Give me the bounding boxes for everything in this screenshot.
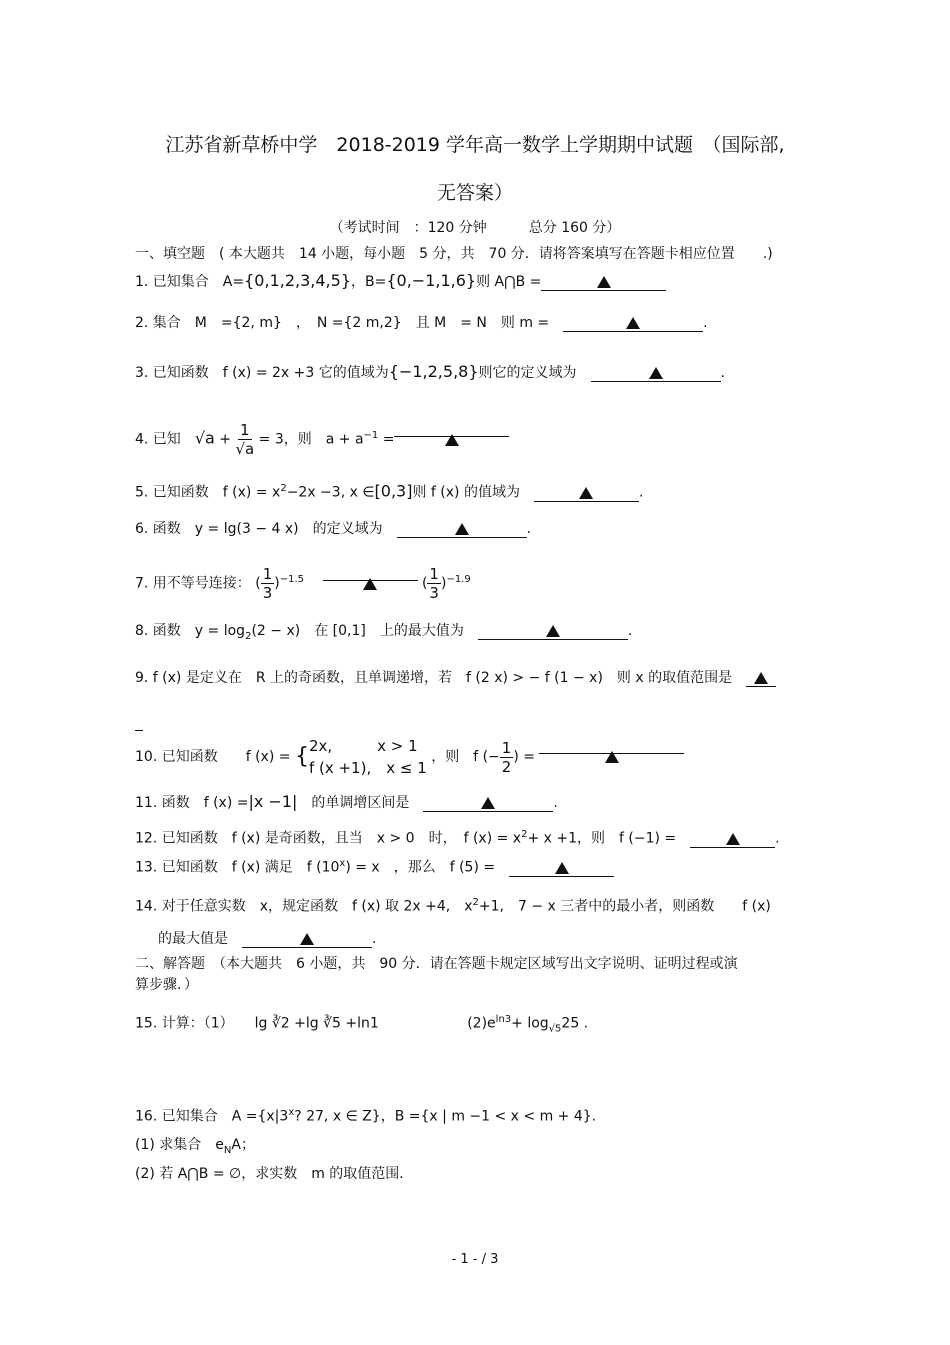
q7-pre: 7. 用不等号连接： <box>135 575 251 592</box>
frac-denominator: 2 <box>501 757 512 776</box>
q11-period: . <box>553 795 558 811</box>
q5-period: . <box>638 484 644 501</box>
q12-exp: 2 <box>521 829 528 840</box>
frac-denominator: 3 <box>262 584 273 603</box>
title-line-2: 无答案） <box>436 182 513 204</box>
brace-icon: { <box>294 744 309 769</box>
triangle-icon <box>546 625 560 637</box>
q5-end: 则 f (x) 的值域为 <box>412 484 520 501</box>
triangle-icon <box>726 833 740 845</box>
triangle-icon <box>597 276 611 288</box>
question-2 <box>135 313 825 333</box>
q12-answer-blank[interactable] <box>690 829 775 848</box>
frac-numerator: 1 <box>262 565 273 584</box>
q9-text: 9. f (x) 是定义在 R 上的奇函数，且单调递增，若 f (2 x) > − f (1 − x) 则 x 的取值范围是 <box>135 670 733 686</box>
q15-pre: 15. 计算：（1） lg ∛2 +lg ∛5 +ln1 <box>135 1015 379 1032</box>
q8-answer-blank[interactable] <box>478 621 628 640</box>
q8-end: (2 − x) 在 [0,1] 上的最大值为 <box>251 623 464 639</box>
q11-abs: |x −1| <box>248 792 298 811</box>
q14-end: +1, 7 − x 三者中的最小者，则函数 f (x) <box>478 898 771 915</box>
question-9 <box>135 668 825 688</box>
q11-pre: 11. 函数 f (x) = <box>135 795 249 811</box>
q10-pre: 10. 已知函数 f (x) = <box>135 749 291 765</box>
q6-period: . <box>526 521 532 537</box>
q7-exp-2: −1.9 <box>446 574 471 585</box>
question-6 <box>135 519 825 539</box>
q13-end: ) = x ，那么 f (5) = <box>345 859 496 876</box>
frac-denominator: 3 <box>429 584 439 603</box>
q9-answer-blank[interactable] <box>746 668 776 687</box>
question-9-blank-continued <box>135 712 825 737</box>
frac-numerator: 1 <box>429 565 439 584</box>
q16-set-a-end: ? 27, x ∈ Z} <box>294 1108 381 1125</box>
exam-info: （考试时间 ：120 分钟 总分 160 分） <box>329 220 621 236</box>
q10-answer-blank[interactable] <box>539 735 684 754</box>
question-11 <box>135 792 825 813</box>
q13-exp: x <box>339 858 346 869</box>
triangle-icon <box>649 367 663 379</box>
q8-text: 8. 函数 y = log <box>135 623 246 639</box>
question-16 <box>135 1103 825 1127</box>
q14-line2: 的最大值是 <box>158 931 228 947</box>
q7-exp-1: −1.5 <box>279 574 305 585</box>
frac-numerator: 1 <box>240 421 250 440</box>
q3-set: {−1,2,5,8} <box>388 362 479 381</box>
question-12 <box>135 825 825 849</box>
q4-sqrt-a: √a <box>194 428 215 448</box>
triangle-icon <box>579 487 593 499</box>
q11-answer-blank[interactable] <box>423 793 553 812</box>
question-15 <box>135 1010 825 1039</box>
q4-exp: −1 <box>363 430 379 441</box>
q8-sub: 2 <box>245 630 252 642</box>
q15-part2: (2)e <box>467 1015 496 1032</box>
question-16-part-1 <box>135 1135 825 1161</box>
q5-interval: [0,3] <box>374 481 413 501</box>
q1-mid: ，B= <box>351 274 387 290</box>
q13-pre: 13. 已知函数 f (x) 满足 f (10 <box>135 859 340 876</box>
q10-mid: ，则 f (− <box>431 749 500 765</box>
question-8 <box>135 621 825 647</box>
q5-exp: 2 <box>280 483 287 494</box>
q4-end: = <box>382 431 395 448</box>
q4-fraction <box>235 421 254 458</box>
q7-fraction-1 <box>261 565 275 602</box>
q16-mid: ，B = <box>380 1108 421 1125</box>
q8-period: . <box>627 623 633 639</box>
q4-mid: = 3，则 a + a <box>258 431 364 448</box>
question-10 <box>135 735 825 779</box>
q10-fraction <box>500 739 514 776</box>
q3-end: 则它的定义域为 <box>478 365 577 381</box>
q15-sub: √5 <box>548 1023 562 1035</box>
q14-period: . <box>372 931 377 947</box>
q10-row-1: 2x, x > 1 <box>308 737 418 755</box>
q10-piecewise <box>309 735 427 779</box>
q2-answer-blank[interactable] <box>563 313 703 332</box>
q14-exp: 2 <box>472 897 479 908</box>
q5-mid: −2x −3, x ∈ <box>286 484 375 501</box>
q5-answer-blank[interactable] <box>534 483 639 502</box>
q3-answer-blank[interactable] <box>591 363 721 382</box>
q9-blank-tail <box>135 712 143 731</box>
q1-end: 则 A⋂B = <box>476 274 542 290</box>
triangle-icon <box>481 797 495 809</box>
triangle-icon <box>455 523 469 535</box>
q16-set-a: {x|3 <box>257 1108 289 1125</box>
question-7: 7. 用不等号连接： ( $\frac{1}{3}$ )$^{-1.5}$ ( $\frac{1}{3}$ )$^{-1.9}$ <box>135 558 825 606</box>
page-number: - 1 - / 3 <box>451 1252 499 1267</box>
question-13 <box>135 854 825 878</box>
q1-text: 1. 已知集合 A= <box>135 274 245 290</box>
q1-answer-blank[interactable] <box>541 272 666 291</box>
q7-fraction-2 <box>427 565 441 602</box>
q15-exp: ln3 <box>495 1014 512 1025</box>
frac-numerator: 1 <box>501 738 512 757</box>
q4-answer-blank[interactable] <box>394 418 509 437</box>
q15-tail: 25 . <box>561 1015 589 1032</box>
q11-end: 的单调增区间是 <box>311 795 410 811</box>
question-1 <box>135 271 825 292</box>
q7-answer-blank[interactable] <box>323 562 418 581</box>
q12-period: . <box>775 830 780 847</box>
triangle-icon <box>363 578 377 590</box>
q13-answer-blank[interactable] <box>509 858 614 877</box>
q14-answer-blank[interactable] <box>242 929 372 948</box>
q6-text: 6. 函数 y = lg(3 − 4 x) 的定义域为 <box>135 521 383 537</box>
q5-pre: 5. 已知函数 f (x) = x <box>135 484 281 501</box>
q12-pre: 12. 已知函数 f (x) 是奇函数，且当 x > 0 时， f (x) = x <box>135 830 522 847</box>
q6-answer-blank[interactable] <box>397 519 527 538</box>
q16-1: (1) 求集合 e <box>135 1137 224 1153</box>
question-16-part-2: (2) 若 A⋂B = ∅，求实数 m 的取值范围． <box>135 1166 414 1182</box>
q15-end: + log <box>511 1015 549 1032</box>
q4-plus: + <box>219 431 231 448</box>
triangle-icon <box>605 751 619 763</box>
q16-set-a-exp: x <box>288 1107 295 1118</box>
triangle-icon <box>300 933 314 945</box>
q10-end: ) = <box>513 749 535 765</box>
q4-pre: 4. 已知 <box>135 431 181 448</box>
question-5 <box>135 479 825 503</box>
q16-pre: 16. 已知集合 A = <box>135 1108 258 1125</box>
q12-end: + x +1，则 f (−1) = <box>527 830 677 847</box>
triangle-icon <box>626 317 640 329</box>
q16-1-sub: N <box>223 1144 232 1156</box>
q2-text: 2. 集合 M ={2, m} ， N ={2 m,2} 且 M = N 则 m = <box>135 315 550 331</box>
q2-period: . <box>703 315 708 331</box>
question-14-line-2 <box>158 929 848 949</box>
q16-set-b: {x | m −1 < x < m + 4}. <box>420 1108 597 1125</box>
triangle-icon <box>555 862 569 874</box>
question-3 <box>135 362 825 383</box>
section-1-heading: 一、填空题 ( 本大题共 14 小题，每小题 5 分，共 70 分．请将答案填写在答题卡相应位置 .) <box>135 246 773 262</box>
question-14 <box>135 893 825 917</box>
title-line-1: 江苏省新草桥中学 2018-2019 学年高一数学上学期期中试题 （国际部, <box>165 134 785 156</box>
q1-set-b: {0,−1,1,6} <box>386 271 477 290</box>
q3-text: 3. 已知函数 f (x) = 2x +3 它的值域为 <box>135 365 389 381</box>
q16-1-end: A； <box>231 1137 255 1153</box>
q14-pre: 14. 对于任意实数 x，规定函数 f (x) 取 2x +4, x <box>135 898 473 915</box>
q1-set-a: {0,1,2,3,4,5} <box>244 271 351 290</box>
q10-row-2: f (x +1), x ≤ 1 <box>308 759 427 777</box>
q3-period: . <box>720 365 725 381</box>
question-4 <box>135 414 825 462</box>
triangle-icon <box>754 672 768 684</box>
frac-denominator: √a <box>235 440 255 459</box>
section-2-heading-line-2: 算步骤．） <box>135 977 198 993</box>
triangle-icon <box>445 434 459 446</box>
section-2-heading: 二、解答题 （本大题共 6 小题，共 90 分．请在答题卡规定区域写出文字说明、证明过程或演 <box>135 956 738 972</box>
